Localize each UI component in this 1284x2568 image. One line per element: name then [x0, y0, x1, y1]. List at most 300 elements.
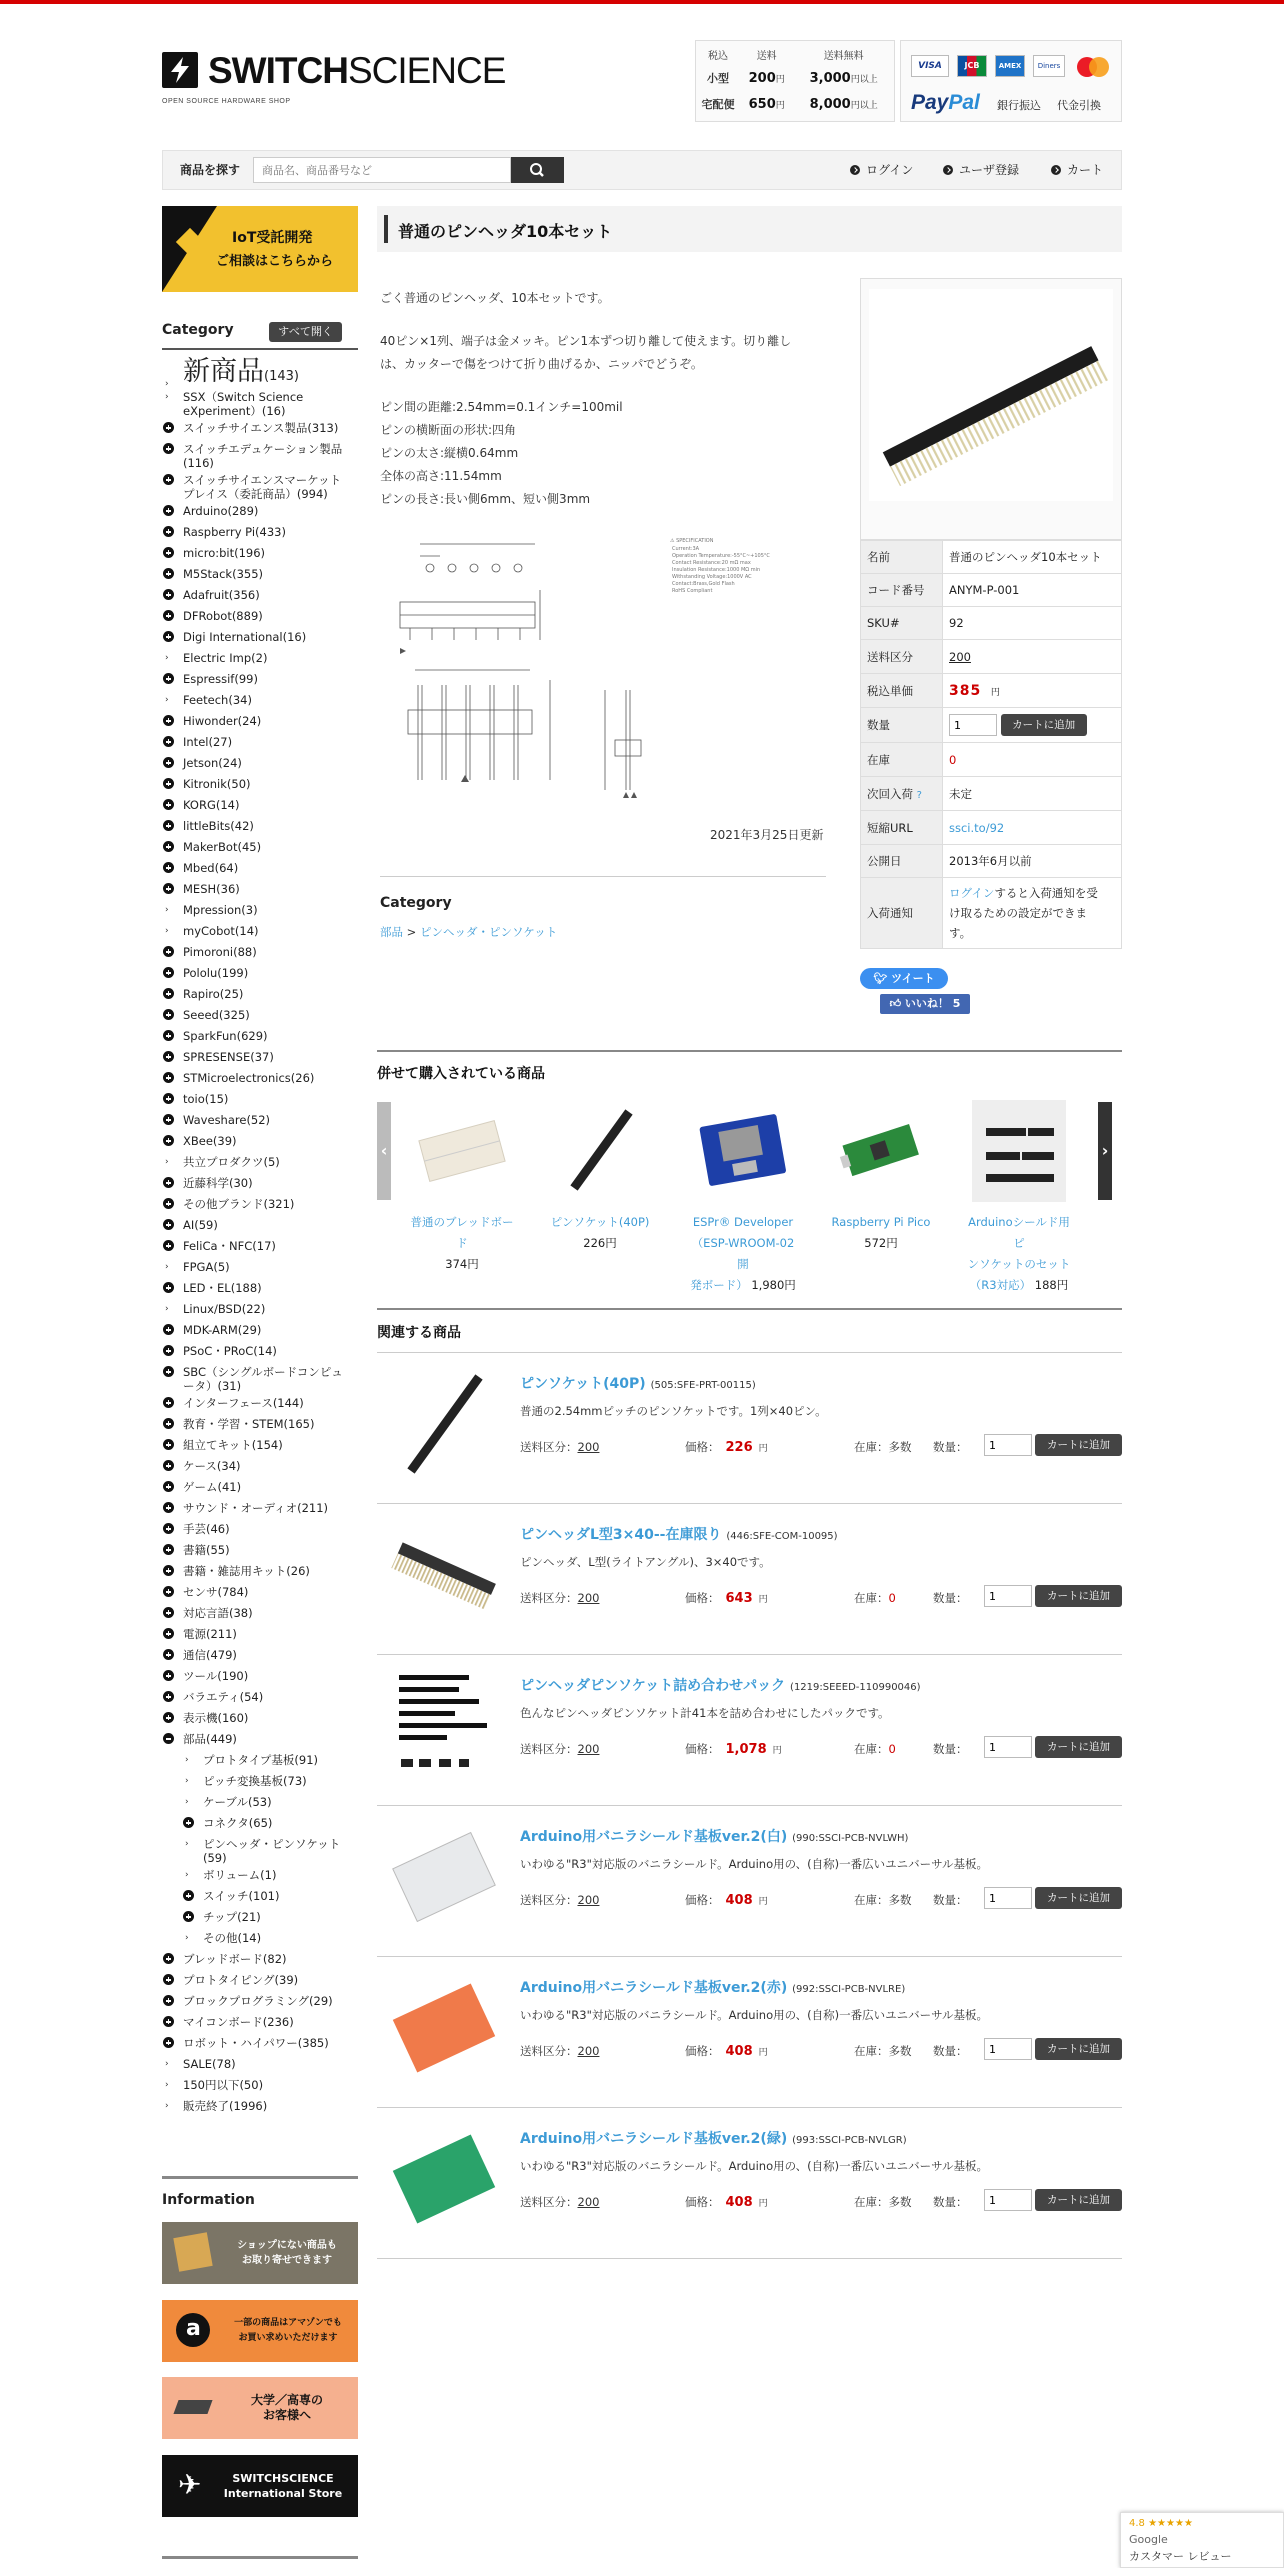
- sidebar-item-category[interactable]: [183, 1564, 310, 1578]
- category-label: (59): [203, 1851, 227, 1865]
- expand-plus-icon[interactable]: [163, 1198, 174, 1209]
- related-item-code: (993:SSCI-PCB-NVLGR): [792, 2135, 907, 2146]
- expand-plus-icon[interactable]: [163, 1523, 174, 1534]
- sidebar-item-category[interactable]: [183, 987, 243, 1001]
- add-to-cart-button[interactable]: カートに追加: [1035, 2189, 1122, 2211]
- sidebar-item-category[interactable]: [183, 1648, 237, 1662]
- sidebar-item-category[interactable]: [183, 1480, 241, 1494]
- related-item-price: 価格： 226 円: [685, 1440, 768, 1455]
- related-item-name[interactable]: Arduino用バニラシールド基板ver.2(赤) (992:SSCI-PCB-NVLRE): [520, 1980, 906, 1996]
- category-label: 150円以下(50): [183, 2078, 264, 2092]
- sidebar-item-category[interactable]: [183, 421, 338, 435]
- expand-plus-icon[interactable]: [163, 1135, 174, 1146]
- stock-value: 0: [888, 1591, 896, 1605]
- sidebar-item-category[interactable]: [165, 390, 304, 418]
- stock-value: 多数: [888, 2195, 912, 2209]
- expand-plus-icon[interactable]: [163, 778, 174, 789]
- sidebar-item-category[interactable]: [183, 1732, 237, 1746]
- expand-plus-icon[interactable]: [163, 715, 174, 726]
- expand-plus-icon[interactable]: [163, 1240, 174, 1251]
- expand-plus-icon[interactable]: [163, 862, 174, 873]
- sidebar-item-category[interactable]: [183, 1239, 276, 1253]
- sidebar-item-category[interactable]: [183, 1176, 253, 1190]
- sidebar-item-category[interactable]: [183, 1994, 333, 2008]
- chevron-right-icon[interactable]: ›: [165, 2101, 169, 2111]
- related-item-qty-label: 数量：: [933, 1440, 968, 1454]
- unit: 円以上: [850, 74, 878, 85]
- expand-plus-icon[interactable]: [163, 1628, 174, 1639]
- product-category-title: Category: [380, 895, 452, 911]
- expand-plus-icon[interactable]: [163, 1177, 174, 1188]
- unit: 円: [775, 74, 785, 85]
- expand-plus-icon[interactable]: [163, 736, 174, 747]
- chevron-right-icon[interactable]: ›: [185, 1933, 189, 1943]
- quantity-input[interactable]: [984, 1887, 1032, 1909]
- ship-fee: 650: [748, 96, 776, 112]
- sidebar-item-category[interactable]: [185, 1837, 341, 1865]
- google-review-badge[interactable]: [1120, 2512, 1284, 2568]
- related-item-name[interactable]: Arduino用バニラシールド基板ver.2(白) (990:SSCI-PCB-NVLWH): [520, 1829, 909, 1845]
- sidebar-item-category[interactable]: [183, 1071, 314, 1085]
- sidebar-item-category[interactable]: [183, 1113, 270, 1127]
- shipping-class-link[interactable]: 200: [577, 2044, 600, 2058]
- sidebar-item-category[interactable]: [183, 756, 242, 770]
- quantity-input[interactable]: [984, 1736, 1032, 1758]
- search-button[interactable]: [511, 157, 564, 183]
- category-label: ロボット・ハイパワー(385): [183, 2036, 329, 2050]
- chevron-right-icon[interactable]: ›: [165, 2059, 169, 2069]
- category-label: 電源(211): [183, 1627, 237, 1641]
- amazon-banner[interactable]: [162, 2300, 358, 2362]
- category-label: ブレッドボード(82): [183, 1952, 287, 1966]
- category-label: SPRESENSE(37): [183, 1050, 274, 1064]
- quantity-input[interactable]: [984, 1434, 1032, 1456]
- expand-plus-icon[interactable]: [163, 1397, 174, 1408]
- related-item-code: (992:SSCI-PCB-NVLRE): [792, 1984, 906, 1995]
- chevron-right-icon[interactable]: ›: [185, 1755, 189, 1765]
- chevron-right-icon[interactable]: ›: [165, 1262, 169, 1272]
- sidebar-item-category[interactable]: [183, 630, 306, 644]
- related-item-stock: 在庫：0: [854, 1742, 896, 1756]
- login-link[interactable]: ログイン: [850, 161, 913, 178]
- sidebar-item-category[interactable]: [183, 546, 265, 560]
- spec-key: 次回入荷 ?: [861, 777, 943, 811]
- breadcrumb-sep: >: [403, 925, 420, 939]
- category-label: ピンヘッダ・ピンソケット: [203, 1837, 341, 1851]
- help-icon[interactable]: ?: [916, 789, 922, 801]
- related-item-row: [377, 1957, 1122, 2108]
- search-input[interactable]: [253, 157, 511, 183]
- breadcrumb-link-parts[interactable]: 部品: [380, 925, 403, 939]
- related-item-name[interactable]: ピンヘッダL型3×40--在庫限り (446:SFE-COM-10095): [520, 1527, 838, 1543]
- chevron-right-icon: [1051, 165, 1061, 175]
- expand-plus-icon[interactable]: [163, 1439, 174, 1450]
- expand-plus-icon[interactable]: [163, 673, 174, 684]
- category-label: サウンド・オーディオ(211): [183, 1501, 329, 1515]
- shipping-class-link[interactable]: 200: [577, 1440, 600, 1454]
- sidebar-item-category[interactable]: [185, 1774, 307, 1788]
- add-to-cart-button[interactable]: カートに追加: [1035, 2038, 1122, 2060]
- expand-plus-icon[interactable]: [163, 1009, 174, 1020]
- sidebar-item-category[interactable]: [183, 442, 342, 470]
- shipping-class-link[interactable]: 200: [577, 2195, 600, 2209]
- register-link[interactable]: ユーザ登録: [943, 161, 1019, 178]
- expand-plus-icon[interactable]: [163, 422, 174, 433]
- add-to-cart-button[interactable]: カートに追加: [1035, 1585, 1122, 1607]
- related-item-image[interactable]: [387, 1820, 501, 1934]
- related-item-ship: 送料区分：200: [520, 1440, 600, 1454]
- university-banner[interactable]: [162, 2377, 358, 2439]
- sidebar-item-category[interactable]: [183, 945, 257, 959]
- sidebar-item-category[interactable]: [165, 693, 252, 707]
- sidebar-item-category[interactable]: [183, 966, 248, 980]
- related-item-code: (505:SFE-PRT-00115): [650, 1380, 756, 1391]
- ship-free: 3,000: [809, 70, 851, 86]
- related-item-image[interactable]: [387, 1367, 501, 1481]
- sidebar-bottom-divider: [162, 2556, 358, 2559]
- sidebar-item-category[interactable]: [183, 1438, 283, 1452]
- chevron-right-icon[interactable]: ›: [185, 1797, 189, 1807]
- expand-plus-icon[interactable]: [163, 2037, 174, 2048]
- category-label: PSoC・PRoC(14): [183, 1344, 277, 1358]
- facebook-like-button[interactable]: 👍︎ いいね！ 5: [880, 994, 970, 1014]
- sidebar-item-category[interactable]: [185, 1753, 319, 1767]
- related-item-price: 価格： 408 円: [685, 2195, 768, 2210]
- expand-plus-icon[interactable]: [163, 1953, 174, 1964]
- stock-value: 多数: [888, 1440, 912, 1454]
- add-to-cart-button[interactable]: カートに追加: [1035, 1434, 1122, 1456]
- related-item-name[interactable]: Arduino用バニラシールド基板ver.2(緑) (993:SSCI-PCB-NVLGR): [520, 2131, 907, 2147]
- sidebar-item-category[interactable]: [165, 924, 259, 938]
- svg-text:Insulation Resistance:1000 MΩ: Insulation Resistance:1000 MΩ min: [672, 567, 761, 573]
- expand-plus-icon[interactable]: [163, 1565, 174, 1576]
- diners-icon: Diners: [1033, 55, 1065, 77]
- category-label: KORG(14): [183, 798, 240, 812]
- product-image-frame[interactable]: [860, 278, 1122, 540]
- category-label: ツール(190): [183, 1669, 249, 1683]
- breadcrumb-link-pinheader[interactable]: ピンヘッダ・ピンソケット: [419, 925, 558, 939]
- quantity-input[interactable]: [949, 714, 997, 736]
- expand-plus-icon[interactable]: [163, 799, 174, 810]
- expand-plus-icon[interactable]: [163, 1030, 174, 1041]
- quantity-input[interactable]: [984, 1585, 1032, 1607]
- related-item-row: [377, 1504, 1122, 1655]
- product-desc-line: 全体の高さ:11.54mm: [380, 469, 502, 483]
- related-item-row: [377, 1806, 1122, 1957]
- sidebar-item-category[interactable]: [183, 567, 263, 581]
- expand-plus-icon[interactable]: [163, 589, 174, 600]
- expand-plus-icon[interactable]: [163, 631, 174, 642]
- category-label: Waveshare(52): [183, 1113, 271, 1127]
- tweet-button[interactable]: 🐦︎ ツイート: [860, 968, 948, 989]
- ship-fee: 200: [748, 70, 776, 86]
- expand-plus-icon[interactable]: [163, 1282, 174, 1293]
- sidebar-item-category[interactable]: [183, 609, 263, 623]
- category-title: Category: [162, 322, 234, 338]
- category-label: その他ブランド(321): [183, 1197, 295, 1211]
- category-label: センサ(784): [183, 1585, 249, 1599]
- expand-plus-icon[interactable]: [163, 1366, 174, 1377]
- expand-plus-icon[interactable]: [163, 443, 174, 454]
- sidebar-item-category[interactable]: [165, 2057, 236, 2071]
- sidebar-item-category[interactable]: [183, 1344, 277, 1358]
- sidebar-item-category[interactable]: [165, 903, 258, 917]
- related-item-row: [377, 1655, 1122, 1806]
- shipping-class-link[interactable]: 200: [949, 649, 971, 664]
- chevron-right-icon[interactable]: ›: [185, 1776, 189, 1786]
- iot-banner[interactable]: [162, 206, 358, 292]
- expand-plus-icon[interactable]: [163, 946, 174, 957]
- expand-plus-icon[interactable]: [163, 1460, 174, 1471]
- sidebar-item-category[interactable]: [183, 840, 261, 854]
- expand-plus-icon[interactable]: [163, 1974, 174, 1985]
- sidebar-item-category[interactable]: [183, 1543, 230, 1557]
- category-label: LED・EL(188): [183, 1281, 262, 1295]
- category-label: Arduino(289): [183, 504, 259, 518]
- sidebar-item-category[interactable]: [165, 1155, 280, 1169]
- expand-plus-icon[interactable]: [163, 2016, 174, 2027]
- chevron-right-icon: [943, 165, 953, 175]
- sidebar-item-category[interactable]: [183, 1459, 241, 1473]
- sidebar-item-category[interactable]: [183, 2036, 329, 2050]
- expand-plus-icon[interactable]: [163, 1502, 174, 1513]
- short-url-link[interactable]: ssci.to/92: [943, 811, 1122, 845]
- sidebar-item-category[interactable]: [183, 2015, 294, 2029]
- chevron-right-icon[interactable]: ›: [185, 1870, 189, 1880]
- expand-plus-icon[interactable]: [163, 883, 174, 894]
- sidebar-item-category[interactable]: [203, 1816, 272, 1830]
- expand-plus-icon[interactable]: [163, 1607, 174, 1618]
- sidebar-item-category[interactable]: [185, 1931, 262, 1945]
- chevron-right-icon[interactable]: ›: [165, 653, 169, 663]
- expand-plus-icon[interactable]: [163, 988, 174, 999]
- related-item-image[interactable]: [387, 1669, 501, 1783]
- paypal-icon: PayPal: [911, 91, 980, 114]
- info-divider: [162, 2176, 358, 2179]
- sidebar-item-category[interactable]: [183, 1323, 261, 1337]
- sidebar-item-category[interactable]: [183, 1501, 328, 1515]
- spec-key: 在庫: [861, 743, 943, 777]
- expand-plus-icon[interactable]: [163, 1324, 174, 1335]
- category-label: STMicroelectronics(26): [183, 1071, 315, 1085]
- banner-text: 一部の商品はアマゾンでも お買い求めいただけます: [234, 2318, 342, 2343]
- raspberry-pi-pico-image: [830, 1100, 932, 1202]
- expand-plus-icon[interactable]: [183, 1911, 194, 1922]
- expand-plus-icon[interactable]: [163, 1093, 174, 1104]
- sidebar-item-category[interactable]: [183, 1522, 230, 1536]
- chevron-right-icon: [850, 165, 860, 175]
- expand-plus-icon[interactable]: [163, 1345, 174, 1356]
- category-label: プロトタイプ基板(91): [203, 1753, 319, 1767]
- chevron-right-icon[interactable]: ›: [165, 392, 169, 402]
- chevron-right-icon[interactable]: ›: [165, 2080, 169, 2090]
- sidebar-item-category[interactable]: [183, 777, 251, 791]
- shipping-class-link[interactable]: 200: [577, 1893, 600, 1907]
- sidebar-item-category[interactable]: [165, 651, 268, 665]
- quantity-input[interactable]: [984, 2038, 1032, 2060]
- expand-all-button[interactable]: すべて開く: [269, 322, 342, 342]
- carousel-next-button[interactable]: ›: [1098, 1102, 1112, 1200]
- expand-plus-icon[interactable]: [163, 1072, 174, 1083]
- expand-plus-icon[interactable]: [163, 1995, 174, 2006]
- related-item-qty-label: 数量：: [933, 2044, 968, 2058]
- quantity-input[interactable]: [984, 2189, 1032, 2211]
- expand-plus-icon[interactable]: [163, 757, 174, 768]
- sidebar-item-category[interactable]: [183, 1396, 304, 1410]
- sidebar-item-new[interactable]: › 新商品(143): [183, 356, 299, 393]
- sidebar-item-category[interactable]: [183, 861, 238, 875]
- review-label: カスタマー レビュー: [1129, 2550, 1232, 2563]
- category-label: 組立てキット(154): [183, 1438, 283, 1452]
- sidebar-item-category[interactable]: [165, 1260, 230, 1274]
- sidebar-item-category[interactable]: [203, 1889, 279, 1903]
- related-item-code: (990:SSCI-PCB-NVLWH): [792, 1833, 909, 1844]
- sidebar-item-category[interactable]: [165, 2078, 264, 2092]
- international-store-banner[interactable]: [162, 2455, 358, 2517]
- sidebar-item-category[interactable]: [183, 819, 254, 833]
- sidebar-item-category[interactable]: [183, 1029, 268, 1043]
- sidebar-item-category[interactable]: [183, 1050, 274, 1064]
- expand-plus-icon[interactable]: [163, 820, 174, 831]
- banner-text: SWITCHSCIENCE International Store: [223, 2472, 343, 2500]
- related-item-qty-label: 数量：: [933, 2195, 968, 2209]
- sidebar-item-category[interactable]: [183, 798, 239, 812]
- sidebar-item-category[interactable]: [183, 672, 258, 686]
- sidebar-item-category[interactable]: [183, 1627, 237, 1641]
- category-label: チップ(21): [203, 1910, 261, 1924]
- esp-developer-image: [692, 1100, 794, 1202]
- expand-plus-icon[interactable]: [163, 1481, 174, 1492]
- expand-plus-icon[interactable]: [163, 841, 174, 852]
- chevron-right-icon[interactable]: ›: [165, 695, 169, 705]
- related-item-name[interactable]: ピンヘッダピンソケット詰め合わせパック (1219:SEEED-110990046): [520, 1678, 921, 1694]
- sidebar-item-category[interactable]: [183, 1197, 294, 1211]
- related-item-image[interactable]: [387, 1518, 501, 1632]
- order-request-banner[interactable]: [162, 2222, 358, 2284]
- product-title: 普通のピンヘッダ10本セット: [398, 222, 613, 241]
- sidebar-item-category[interactable]: [183, 473, 341, 501]
- related-item-image[interactable]: [387, 1971, 501, 2085]
- logo-wordmark[interactable]: SWITCHSCIENCE: [208, 50, 506, 91]
- sidebar-item-category[interactable]: [183, 504, 258, 518]
- chevron-right-icon[interactable]: ›: [165, 926, 169, 936]
- sidebar-item-category[interactable]: [165, 2099, 268, 2113]
- chevron-right-icon[interactable]: ›: [165, 1304, 169, 1314]
- expand-plus-icon[interactable]: [163, 1670, 174, 1681]
- chevron-right-icon[interactable]: ›: [165, 1157, 169, 1167]
- notify-text: すると入荷通知を受: [994, 886, 1098, 900]
- sidebar-item-category[interactable]: [183, 1606, 253, 1620]
- sidebar-item-category[interactable]: [183, 1134, 237, 1148]
- sidebar-item-category[interactable]: [185, 1868, 277, 1882]
- expand-plus-icon[interactable]: [163, 1219, 174, 1230]
- expand-plus-icon[interactable]: [163, 1114, 174, 1125]
- category-label: Linux/BSD(22): [183, 1302, 266, 1316]
- expand-plus-icon[interactable]: [163, 1051, 174, 1062]
- sidebar-item-category[interactable]: [183, 1281, 262, 1295]
- related-item-name[interactable]: ピンソケット(40P) (505:SFE-PRT-00115): [520, 1376, 756, 1392]
- expand-plus-icon[interactable]: [183, 1817, 194, 1828]
- expand-plus-icon[interactable]: [163, 1649, 174, 1660]
- chevron-right-icon[interactable]: ›: [165, 905, 169, 915]
- expand-plus-icon[interactable]: [163, 1418, 174, 1429]
- category-label: Hiwonder(24): [183, 714, 262, 728]
- sidebar-item-category[interactable]: [185, 1795, 272, 1809]
- sidebar-item-category[interactable]: [183, 882, 240, 896]
- sidebar-item-category[interactable]: [183, 1092, 228, 1106]
- expand-plus-icon[interactable]: [163, 1712, 174, 1723]
- spec-key: SKU#: [861, 607, 943, 640]
- shipping-class-link[interactable]: 200: [577, 1591, 600, 1605]
- next-arrival: 未定: [943, 777, 1122, 811]
- sidebar-item-category[interactable]: [183, 1008, 250, 1022]
- sidebar-item-category[interactable]: [183, 1417, 314, 1431]
- sidebar-item-category[interactable]: [183, 525, 286, 539]
- sidebar-item-category[interactable]: [203, 1910, 261, 1924]
- product-desc-line: は、カッターで傷をつけて折り曲げるか、ニッパでどうぞ。: [380, 357, 703, 371]
- expand-plus-icon[interactable]: [163, 1544, 174, 1555]
- expand-plus-icon[interactable]: [163, 1586, 174, 1597]
- chevron-right-icon[interactable]: ›: [185, 1839, 189, 1849]
- divider: [380, 876, 826, 877]
- login-notify-link[interactable]: ログイン: [949, 886, 995, 900]
- expand-plus-icon[interactable]: [163, 526, 174, 537]
- category-label: FPGA(5): [183, 1260, 230, 1274]
- sidebar-item-category[interactable]: [165, 1302, 266, 1316]
- expand-plus-icon[interactable]: [163, 967, 174, 978]
- item-price: 374円: [445, 1257, 479, 1271]
- collapse-minus-icon[interactable]: [163, 1733, 174, 1744]
- sidebar-item-category[interactable]: [183, 1690, 263, 1704]
- expand-plus-icon[interactable]: [163, 474, 174, 485]
- amazon-icon: a: [176, 2313, 210, 2347]
- title-accent: [384, 215, 388, 243]
- spec-key: 税込単価: [861, 674, 943, 708]
- add-to-cart-button[interactable]: カートに追加: [1001, 714, 1087, 736]
- sidebar-item-category[interactable]: [183, 1952, 287, 1966]
- payment-methods-box: [900, 40, 1122, 122]
- sidebar-item-category[interactable]: [183, 1365, 343, 1393]
- google-label: Google: [1129, 2533, 1168, 2546]
- sidebar-item-category[interactable]: [183, 1218, 218, 1232]
- sidebar-item-category[interactable]: [183, 1711, 248, 1725]
- expand-plus-icon[interactable]: [163, 1691, 174, 1702]
- sidebar-item-category[interactable]: [183, 588, 260, 602]
- cart-link[interactable]: カート: [1051, 161, 1103, 178]
- add-to-cart-button[interactable]: カートに追加: [1035, 1887, 1122, 1909]
- sidebar-item-category[interactable]: [183, 714, 261, 728]
- carousel-prev-button[interactable]: ‹: [377, 1102, 391, 1200]
- related-item-image[interactable]: [387, 2122, 501, 2236]
- sidebar-item-category[interactable]: [183, 735, 232, 749]
- section-divider: [377, 1308, 1122, 1310]
- sidebar-item-category[interactable]: [183, 1669, 248, 1683]
- expand-plus-icon[interactable]: [183, 1890, 194, 1901]
- information-title: Information: [162, 2192, 255, 2208]
- expand-plus-icon[interactable]: [163, 547, 174, 558]
- logo-icon[interactable]: [162, 52, 198, 88]
- expand-plus-icon[interactable]: [163, 505, 174, 516]
- expand-plus-icon[interactable]: [163, 568, 174, 579]
- add-to-cart-button[interactable]: カートに追加: [1035, 1736, 1122, 1758]
- expand-plus-icon[interactable]: [163, 610, 174, 621]
- category-label: Pololu(199): [183, 966, 249, 980]
- shipping-class-link[interactable]: 200: [577, 1742, 600, 1756]
- sidebar-item-category[interactable]: [183, 1973, 298, 1987]
- category-label: スイッチサイエンスマーケット: [183, 473, 342, 487]
- related-item-stock: 在庫：多数: [854, 2195, 912, 2209]
- sidebar-item-category[interactable]: [183, 1585, 248, 1599]
